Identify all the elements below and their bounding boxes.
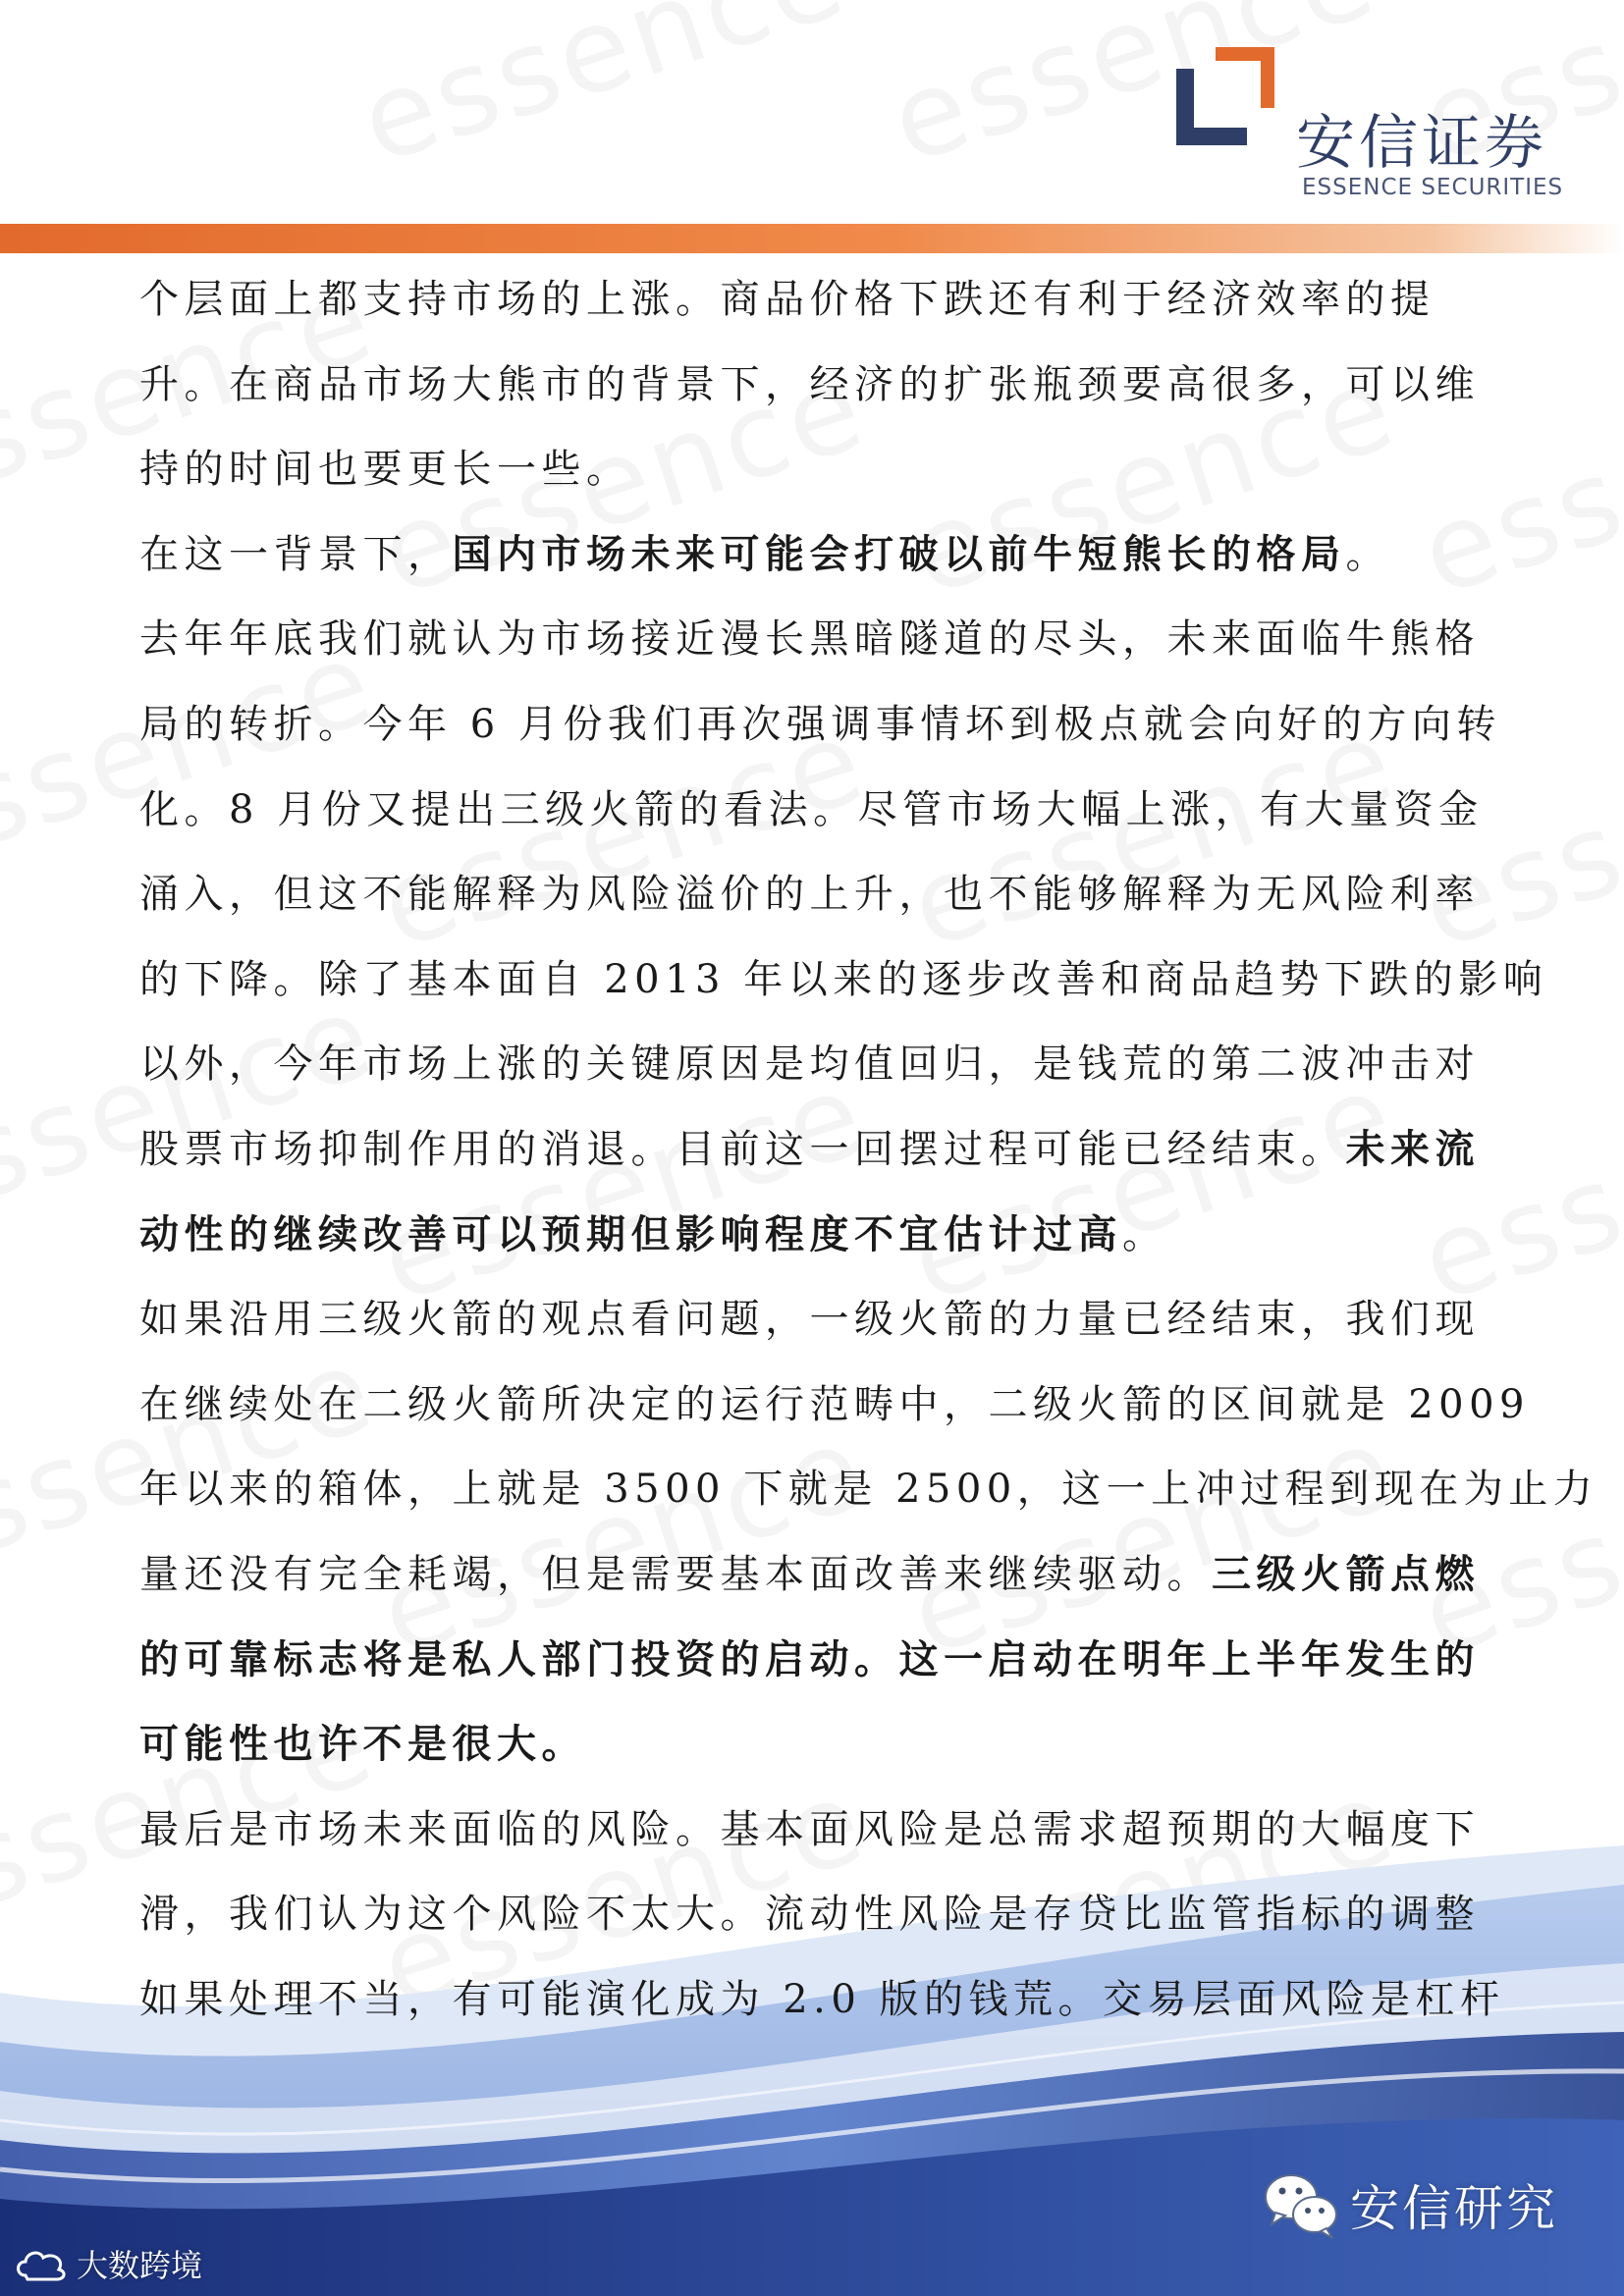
header-accent-bar [0,224,1624,253]
cloud-logo-icon [14,2244,71,2283]
text-segment: 去年年底我们就认为市场接近漫长黑暗隧道的尽头，未来面临牛熊格 [139,616,1480,663]
text-line [139,1872,1480,1957]
text-line [139,1107,1480,1193]
text-segment: 局的转折。今年 6 月份我们再次强调事情坏到极点就会向好的方向转 [139,701,1501,747]
text-line [139,1957,1505,2043]
page-header [0,0,1624,255]
report-body-text [139,257,1598,2042]
text-line [139,1788,1480,1873]
text-line [139,1532,1480,1618]
brand-name-cn: 安信证券 [1296,109,1547,178]
essence-logo-icon [1176,47,1274,145]
text-segment: 的下降。除了基本面自 2013 年以来的逐步改善和商品趋势下跌的影响 [139,956,1548,1002]
text-line [139,257,1465,343]
bold-text-segment: 的可靠标志将是私人部门投资的启动。这一启动在明年上半年发生的 [139,1635,1480,1682]
bold-text-segment: 可能性也许不是很大。 [139,1721,586,1768]
text-line [139,597,1480,682]
text-segment: 以外，今年市场上涨的关键原因是均值回归，是钱荒的第二波冲击对 [139,1041,1480,1088]
source-watermark [14,2241,202,2286]
bold-text-segment: 国内市场未来可能会打破以前牛短熊长的格局 [452,530,1346,577]
text-line [139,937,1548,1023]
text-segment: 。 [1345,531,1390,577]
text-segment: 量还没有完全耗竭，但是需要基本面改善来继续驱动。 [139,1551,1212,1597]
text-segment: 滑，我们认为这个风险不太大。流动性风险是存贷比监管指标的调整 [139,1892,1480,1938]
text-line [139,1022,1480,1107]
text-segment: 年以来的箱体，上就是 3500 下就是 2500，这一上冲过程到现在为止力 [139,1467,1598,1513]
text-line [139,1447,1598,1532]
text-segment: 最后是市场未来面临的风险。基本面风险是总需求超预期的大幅度下 [139,1806,1480,1852]
bold-text-segment: 动性的继续改善可以预期但影响程度不宜估计过高 [139,1210,1122,1257]
text-line [139,1362,1531,1448]
text-line [139,1702,1465,1788]
brand-name-en: ESSENCE SECURITIES [1302,175,1564,200]
text-line [139,768,1484,853]
text-segment: 。 [1122,1211,1167,1257]
wechat-account-badge [1262,2169,1558,2240]
text-line [139,1193,1465,1278]
text-segment: 股票市场抑制作用的消退。目前这一回摆过程可能已经结束。 [139,1126,1346,1172]
bold-text-segment: 未来流 [1345,1125,1480,1172]
text-segment: 如果沿用三级火箭的观点看问题，一级火箭的力量已经结束，我们现 [139,1297,1480,1343]
text-line [139,1277,1480,1362]
text-segment: 持的时间也要更长一些。 [139,447,631,493]
text-segment: 如果处理不当，有可能演化成为 2.0 版的钱荒。交易层面风险是杠杆 [139,1976,1505,2022]
text-line [139,1618,1480,1703]
text-segment: 个层面上都支持市场的上涨。商品价格下跌还有利于经济效率的提 [139,277,1435,322]
bold-text-segment: 三级火箭点燃 [1212,1550,1480,1597]
text-line [139,343,1480,428]
text-line [139,427,1465,512]
text-line [139,852,1480,937]
wechat-icon [1262,2169,1340,2240]
text-segment: 在这一背景下， [139,531,453,577]
text-segment: 涌入，但这不能解释为风险溢价的上升，也不能够解释为无风险利率 [139,872,1480,918]
text-segment: 化。8 月份又提出三级火箭的看法。尽管市场大幅上涨，有大量资金 [139,786,1484,832]
source-label: 大数跨境 [77,2247,203,2284]
text-line [139,682,1501,768]
text-segment: 在继续处在二级火箭所决定的运行范畴中，二级火箭的区间就是 2009 [139,1381,1531,1427]
text-line [139,512,1465,598]
wechat-account-name: 安信研究 [1350,2180,1558,2237]
text-segment: 升。在商品市场大熊市的背景下，经济的扩张瓶颈要高很多，可以维 [139,361,1480,407]
